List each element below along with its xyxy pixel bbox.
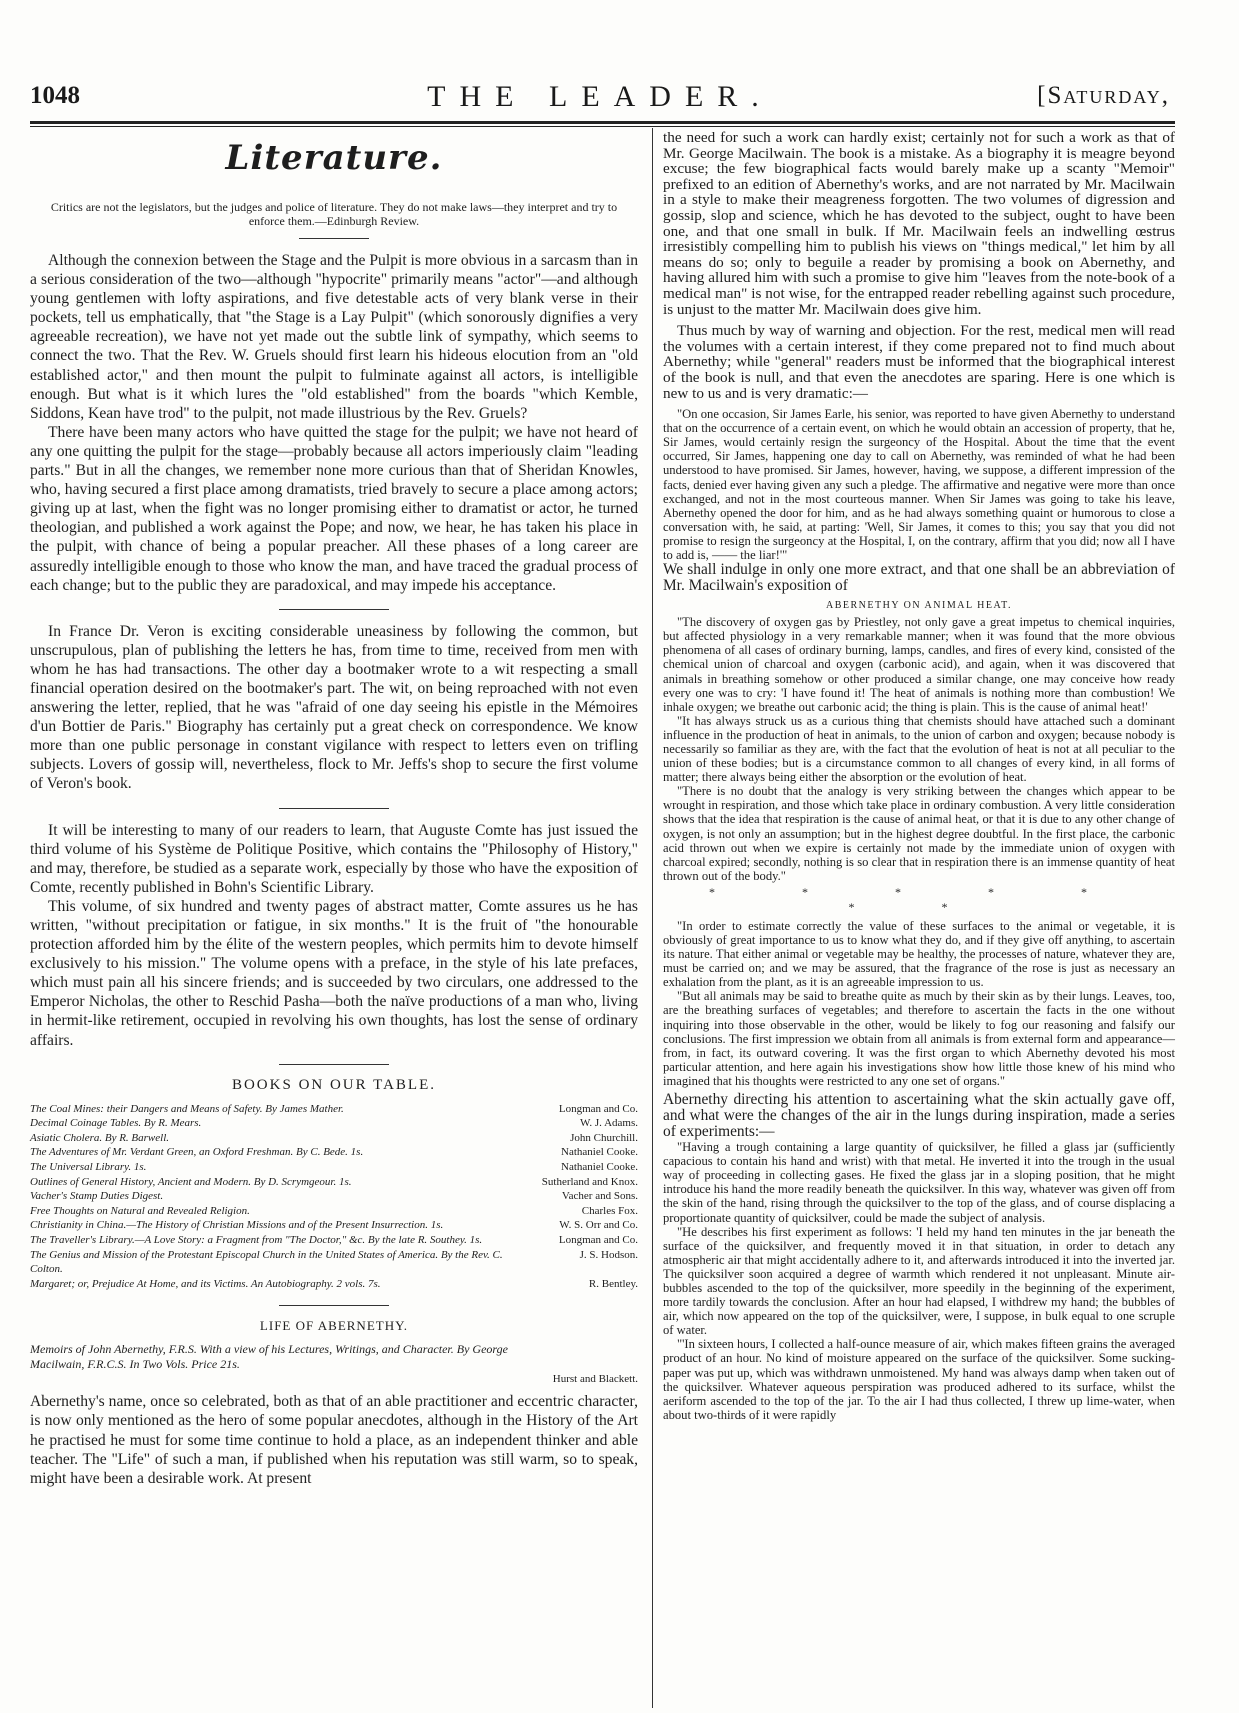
left-column	[30, 130, 638, 1488]
article-paragraph: Abernethy's name, once so celebrated, both as that of an able practitioner and eccentric character, is now only mentioned as the hero of some popular anecdotes, although in the History of the Art he practised he must for some time continue to hold a place, as an independent thinker and able teacher. The "Life" of such a man, if published when his reputation was still warm, so to speak, might have been a desirable work. At present	[30, 1393, 638, 1487]
article-paragraph: Thus much by way of warning and objection. For the rest, medical men will read the volumes with a certain interest, if they come prepared not to find much about Abernethy; while "general" readers must be informed that the biographical interest of the book is null, and that even the anecdotes are sparing. Here is one which is new to us and is very dramatic:—	[663, 322, 1175, 402]
newspaper-title: THE LEADER.	[427, 80, 773, 113]
article-paragraph: Abernethy directing his attention to ascertaining what the skin actually gave off, and what were the changes of the air in the lungs during inspiration, made a series of experiments:—	[663, 1091, 1175, 1141]
article-paragraph: In France Dr. Veron is exciting considerable uneasiness by following the common, but unscrupulous, plan of publishing the letters he has, from time to time, received from men with whom he has had transactions. The other day a bootmaker wrote to a wit respecting a small financial operation desired on the bootmaker's part. The wit, on being reproached with not even answering the letter, replied, that he was "afraid of one day seeing his epistle in the Mémoires d'un Bottier de Paris." Biography has certainly put a great check on correspondence. We know more than one public personage in constant vigilance with respect to letters even on trifling subjects. Lovers of gossip will, nevertheless, flock to Mr. Jeffs's shop to secure the first volume of Veron's book.	[30, 622, 638, 793]
book-title: The Adventures of Mr. Verdant Green, an Oxford Freshman. By C. Bede. 1s.	[30, 1146, 364, 1159]
book-title: Vacher's Stamp Duties Digest.	[30, 1190, 164, 1203]
book-title: The Coal Mines: their Dangers and Means of Safety. By James Mather.	[30, 1102, 344, 1115]
quoted-passage: "'In sixteen hours, I collected a half-ounce measure of air, which makes fifteen grains the averaged product of an hour. No kind of moisture appeared on the surface of the quicksilver. Some sucking-paper was put up, which was withdrawn unmoistened. My hand was always damp when taken out of the quicksilver. Whatever aqueous perspiration was produced adhered to its surface, whilst the aeriform ascended to the top of the jar. To the air I had thus collected, I threw up lime-water, when about two-thirds of it were rapidly	[663, 1337, 1175, 1422]
books-heading: BOOKS ON OUR TABLE.	[231, 1076, 437, 1093]
book-entry	[30, 1189, 638, 1204]
memoir-citation: Memoirs of John Abernethy, F.R.S. With a view of his Lectures, Writings, and Character. By George Macilwain, F.R.C.S. In Two Vols. Price 21s.	[30, 1342, 508, 1372]
subsection-heading: ABERNETHY ON ANIMAL HEAT.	[825, 600, 1012, 612]
divider	[299, 238, 369, 239]
book-entry	[30, 1102, 638, 1117]
review-heading: LIFE OF ABERNETHY.	[259, 1318, 409, 1334]
book-entry	[30, 1233, 638, 1248]
quoted-passage: "On one occasion, Sir James Earle, his senior, was reported to have given Abernethy to understand that on the occurrence of a certain event, on which he would obtain an accession of property, that he, Sir James, would certainly resign the surgeoncy of the Hospital. About the time that the event occurred, Sir James, happening one day to call on Abernethy, was reminded of what he had been understood to have promised. Sir James, however, having, we suppose, a different impression of the facts, denied ever having given any such a pledge. The affirmative and negative were more than once exchanged, and not in the most courteous manner. When Sir James was going to take his leave, Abernethy opened the door for him, and as he had always something quaint or humorous to close a conversation with, he said, at parting: 'Well, Sir James, it comes to this; you say that you did not promise to resign the surgeoncy at the Hospital, I, on the contrary, affirm that you did; now all I have to add is, —— the liar!'"	[663, 407, 1175, 563]
article-paragraph: the need for such a work can hardly exist; certainly not for such a work as that of Mr. George Macilwain. The book is a mistake. As a biography it is meagre beyond excuse; the few biographical facts would barely make up a scanty "Memoir" prefixed to an edition of Abernethy's works, and are not narrated by Mr. Macilwain in a style to make their meagreness forgotten. The two volumes of digression and gossip, slop and science, which he has devoted to the subject, ought to have been one, and that one small in bulk. If Mr. Macilwain feels an indwelling œstrus irresistibly compelling him to publish his views on "things medical," let him by all means do so; only to beguile a reader by promising a book on Abernethy, and having allured him with such a promise to give him "leaves from the note-book of a medical man" is not wise, for the entrapped reader rebelling against such procedure, is unjust to the matter Mr. Macilwain does give him.	[663, 129, 1175, 318]
book-publisher: W. J. Adams.	[580, 1117, 638, 1130]
right-column	[663, 130, 1175, 1422]
books-list	[30, 1102, 638, 1292]
quoted-passage: "There is no doubt that the analogy is very striking between the changes which appear to be wrought in respiration, and those which take place in ordinary combustion. A very little consideration shows that the idea that respiration is the cause of animal heat, or that it is due to any other change of oxygen, is not only an assumption; but in the highest degree doubtful. In the first place, the carbonic acid thrown out when we expire is certainly not made by the immediate union of oxygen with charcoal expired; secondly, nothing is so clear that in respiration there is an immense quantity of heat thrown out of the body."	[663, 784, 1175, 883]
book-publisher: Nathaniel Cooke.	[561, 1161, 638, 1174]
section-title: Literature.	[225, 138, 443, 178]
book-title: The Universal Library. 1s.	[30, 1161, 147, 1174]
masthead-rule-thin	[30, 126, 1175, 127]
quoted-passage: "Having a trough containing a large quantity of quicksilver, he filled a glass jar (sufficiently capacious to contain his hand and wrist) with that metal. He inverted it into the trough in the usual way of proceeding in collecting gases. He fixed the glass jar in a sloping position, that he might introduce his hand the more readily beneath the quicksilver. In this way, whatever was given off from the skin of the hand, rising through the quicksilver to the top of the glass, and of course displacing a proportionate quantity of quicksilver, could be made the subject of analysis.	[663, 1140, 1175, 1225]
book-entry	[30, 1160, 638, 1175]
book-title: Christianity in China.—The History of Christian Missions and of the Present Insurrection. 1s.	[30, 1219, 444, 1232]
book-title: Decimal Coinage Tables. By R. Mears.	[30, 1117, 202, 1130]
page-number: 1048	[30, 82, 80, 109]
divider	[279, 808, 389, 809]
book-entry	[30, 1248, 638, 1277]
column-divider	[652, 128, 653, 1708]
article-paragraph: Although the connexion between the Stage and the Pulpit is more obvious in a sarcasm than in a serious consideration of the two—although "hypocrite" primarily means "actor"—and although young gentlemen with lofty aspirations, and five detestable acts of very blank verse in their pockets, tell us emphatically, that "the Stage is a Lay Pulpit" (which sonorously dignifies a very agreeable recreation), we have not yet made out the subtle link of sympathy, which seems to connect the two. That the Rev. W. Gruels should first learn his hideous elocution from an "old established actor," and then mount the pulpit to fulminate against all actors, is intelligible enough. But what is it which lures the "old established" from the boards "which Kemble, Siddons, Kean have trod" to the pulpit, not made illustrious by the Rev. Gruels?	[30, 252, 638, 422]
book-title: Margaret; or, Prejudice At Home, and its Victims. An Autobiography. 2 vols. 7s.	[30, 1277, 381, 1290]
book-publisher: John Churchill.	[570, 1131, 638, 1144]
quoted-passage: "But all animals may be said to breathe quite as much by their skin as by their lungs. Leaves, too, are the breathing surfaces of vegetables; and therefore to ascertain the facts in the one without inquiring into those observable in the other, would be likely to fog our reasoning and falsify our conclusions. The first impression we obtain from all animals is from external form and appearance—from, in fact, its outward covering. It was the first organ to which Abernethy devoted his most particular attention, and here again his investigations show how little those knew of his mind who imagined that his thoughts were restricted to any one set of organs."	[663, 989, 1175, 1088]
book-title: Free Thoughts on Natural and Revealed Religion.	[30, 1204, 250, 1217]
book-publisher: Sutherland and Knox.	[541, 1175, 638, 1188]
book-publisher: Longman and Co.	[558, 1234, 638, 1246]
book-entry	[30, 1204, 638, 1219]
book-entry	[30, 1277, 638, 1292]
book-title: Asiatic Cholera. By R. Barwell.	[30, 1131, 170, 1144]
book-publisher: W. S. Orr and Co.	[559, 1219, 638, 1232]
article-paragraph: We shall indulge in only one more extract, and that one shall be an abbreviation of Mr. Macilwain's exposition of	[663, 561, 1175, 595]
divider	[279, 1305, 389, 1306]
memoir-publisher: Hurst and Blackett.	[552, 1373, 638, 1386]
quoted-passage: "In order to estimate correctly the value of these surfaces to the animal or vegetable, it is obviously of great importance to us to know what they do, and if they give off anything, to ascertain its nature. That either animal or vegetable may be healthy, the processes of nature, whatever they are, must be carried on; and we may be assured, that the fragrance of the rose is just as necessary an exhalation from the plant, as it is an agreeable impression to us.	[663, 918, 1175, 990]
divider	[279, 1064, 389, 1065]
book-title: The Traveller's Library.—A Love Story: a Fragment from "The Doctor," &c. By the late R. Southey. 1s.	[30, 1234, 483, 1246]
book-publisher: R. Bentley.	[588, 1277, 638, 1290]
article-paragraph: It will be interesting to many of our readers to learn, that Auguste Comte has just issued the third volume of his Système de Politique Positive, which contains the "Philosophy of History," and may, therefore, be studied as a separate work, especially by those who have the exposition of Comte, recently published in Bohn's Scientific Library.	[30, 821, 638, 896]
article-paragraph: There have been many actors who have quitted the stage for the pulpit; we have not heard of any one quitting the pulpit for the stage—probably because all actors imperiously claim "leading parts." But in all the changes, we remember none more curious than that of Sheridan Knowles, who, having secured a first place among dramatists, tried bravely to secure a place among actors; giving up at last, when the fight was no longer promising either to dramatist or actor, he turned theologian, and published a work against the Pope; and now, we hear, he has taken his place in the pulpit, with chance of being a popular preacher. All these phases of a long career are assuredly intelligible enough to those who know the man, and have traced the gradual process of each change; but to the public they are paradoxical, and may impede his acceptance.	[30, 423, 638, 594]
quoted-passage: "The discovery of oxygen gas by Priestley, not only gave a great impetus to chemical inquiries, but affected physiology in a very remarkable manner; when it was found that the more obvious phenomena of all cases of ordinary burning, lamps, candles, and fires of every kind, consisted of the chemical union of charcoal and oxygen (carbonic acid), and again, when it was discovered that animals in breathing somehow or other produced a similar change, one may conceive how ready every one was to cry: 'I have found it! The heat of animals is nothing more than combustion! We inhale oxygen; we breathe out carbonic acid; the thing is plain. This is the cause of animal heat!'	[663, 615, 1175, 714]
quoted-passage: "It has always struck us as a curious thing that chemists should have attached such a dominant influence in the production of heat in animals, to the union of carbon and oxygen; because nobody is necessarily so familiar as they are, with the fact that the evolution of heat is not at all peculiar to the union of these bodies; but is a circumstance common to all changes of every kind, in all forms of matter; there always being either the absorption or the evolution of heat.	[663, 713, 1175, 785]
book-entry	[30, 1131, 638, 1146]
book-entry	[30, 1145, 638, 1160]
epigraph: Critics are not the legislators, but the judges and police of literature. They do not make laws—they interpret and try to enforce them.—Edinburgh Review.	[50, 200, 618, 228]
book-entry	[30, 1116, 638, 1131]
quoted-passage: "He describes his first experiment as follows: 'I held my hand ten minutes in the jar beneath the surface of the quicksilver, and frequently moved it in that situation, in order to detach any atmospheric air that might accidentally adhere to it, and afterwards introduced it into the inverted jar. The quicksilver soon acquired a degree of warmth which rendered it not unpleasant. Minute air-bubbles ascended to the top of the quicksilver, more speedily in the beginning of the experiment, more tardily towards the conclusion. After an hour had elapsed, I withdrew my hand; the bubbles of air, which now appeared on the top of the quicksilver, were, I suppose, in bulk equal to one scruple of water.	[663, 1224, 1175, 1338]
article-paragraph: This volume, of six hundred and twenty pages of abstract matter, Comte assures us he has written, "without precipitation or fatigue, in six months." It is the fruit of "the honourable protection afforded him by the élite of the western peoples, which permits him to devote himself exclusively to his mission." The volume opens with a preface, in the style of his late prefaces, which must pain all his sincere friends; and is succeeded by two circulars, one addressed to the Emperor Nicholas, the other to Reschid Pasha—both the naïve productions of a man who, living in hermit-like retirement, occupied in revolving his own thoughts, has lost the sense of ordinary affairs.	[30, 897, 638, 1049]
book-publisher: Vacher and Sons.	[561, 1190, 638, 1203]
book-title: Outlines of General History, Ancient and Modern. By D. Scrymgeour. 1s.	[30, 1175, 352, 1188]
book-publisher: Nathaniel Cooke.	[561, 1146, 638, 1159]
book-entry	[30, 1218, 638, 1233]
divider	[279, 609, 389, 610]
book-title: The Genius and Mission of the Protestant Episcopal Church in the United States of America. By the Rev. C. Colton.	[30, 1248, 503, 1276]
asterisk-break: * * * * * * *	[709, 884, 1129, 914]
masthead	[30, 80, 1170, 116]
masthead-rule	[30, 121, 1175, 124]
dateline: [Saturday,	[1037, 82, 1170, 109]
book-publisher: J. S. Hodson.	[579, 1248, 638, 1261]
book-publisher: Charles Fox.	[581, 1204, 638, 1217]
book-publisher: Longman and Co.	[558, 1102, 638, 1115]
book-entry	[30, 1175, 638, 1190]
